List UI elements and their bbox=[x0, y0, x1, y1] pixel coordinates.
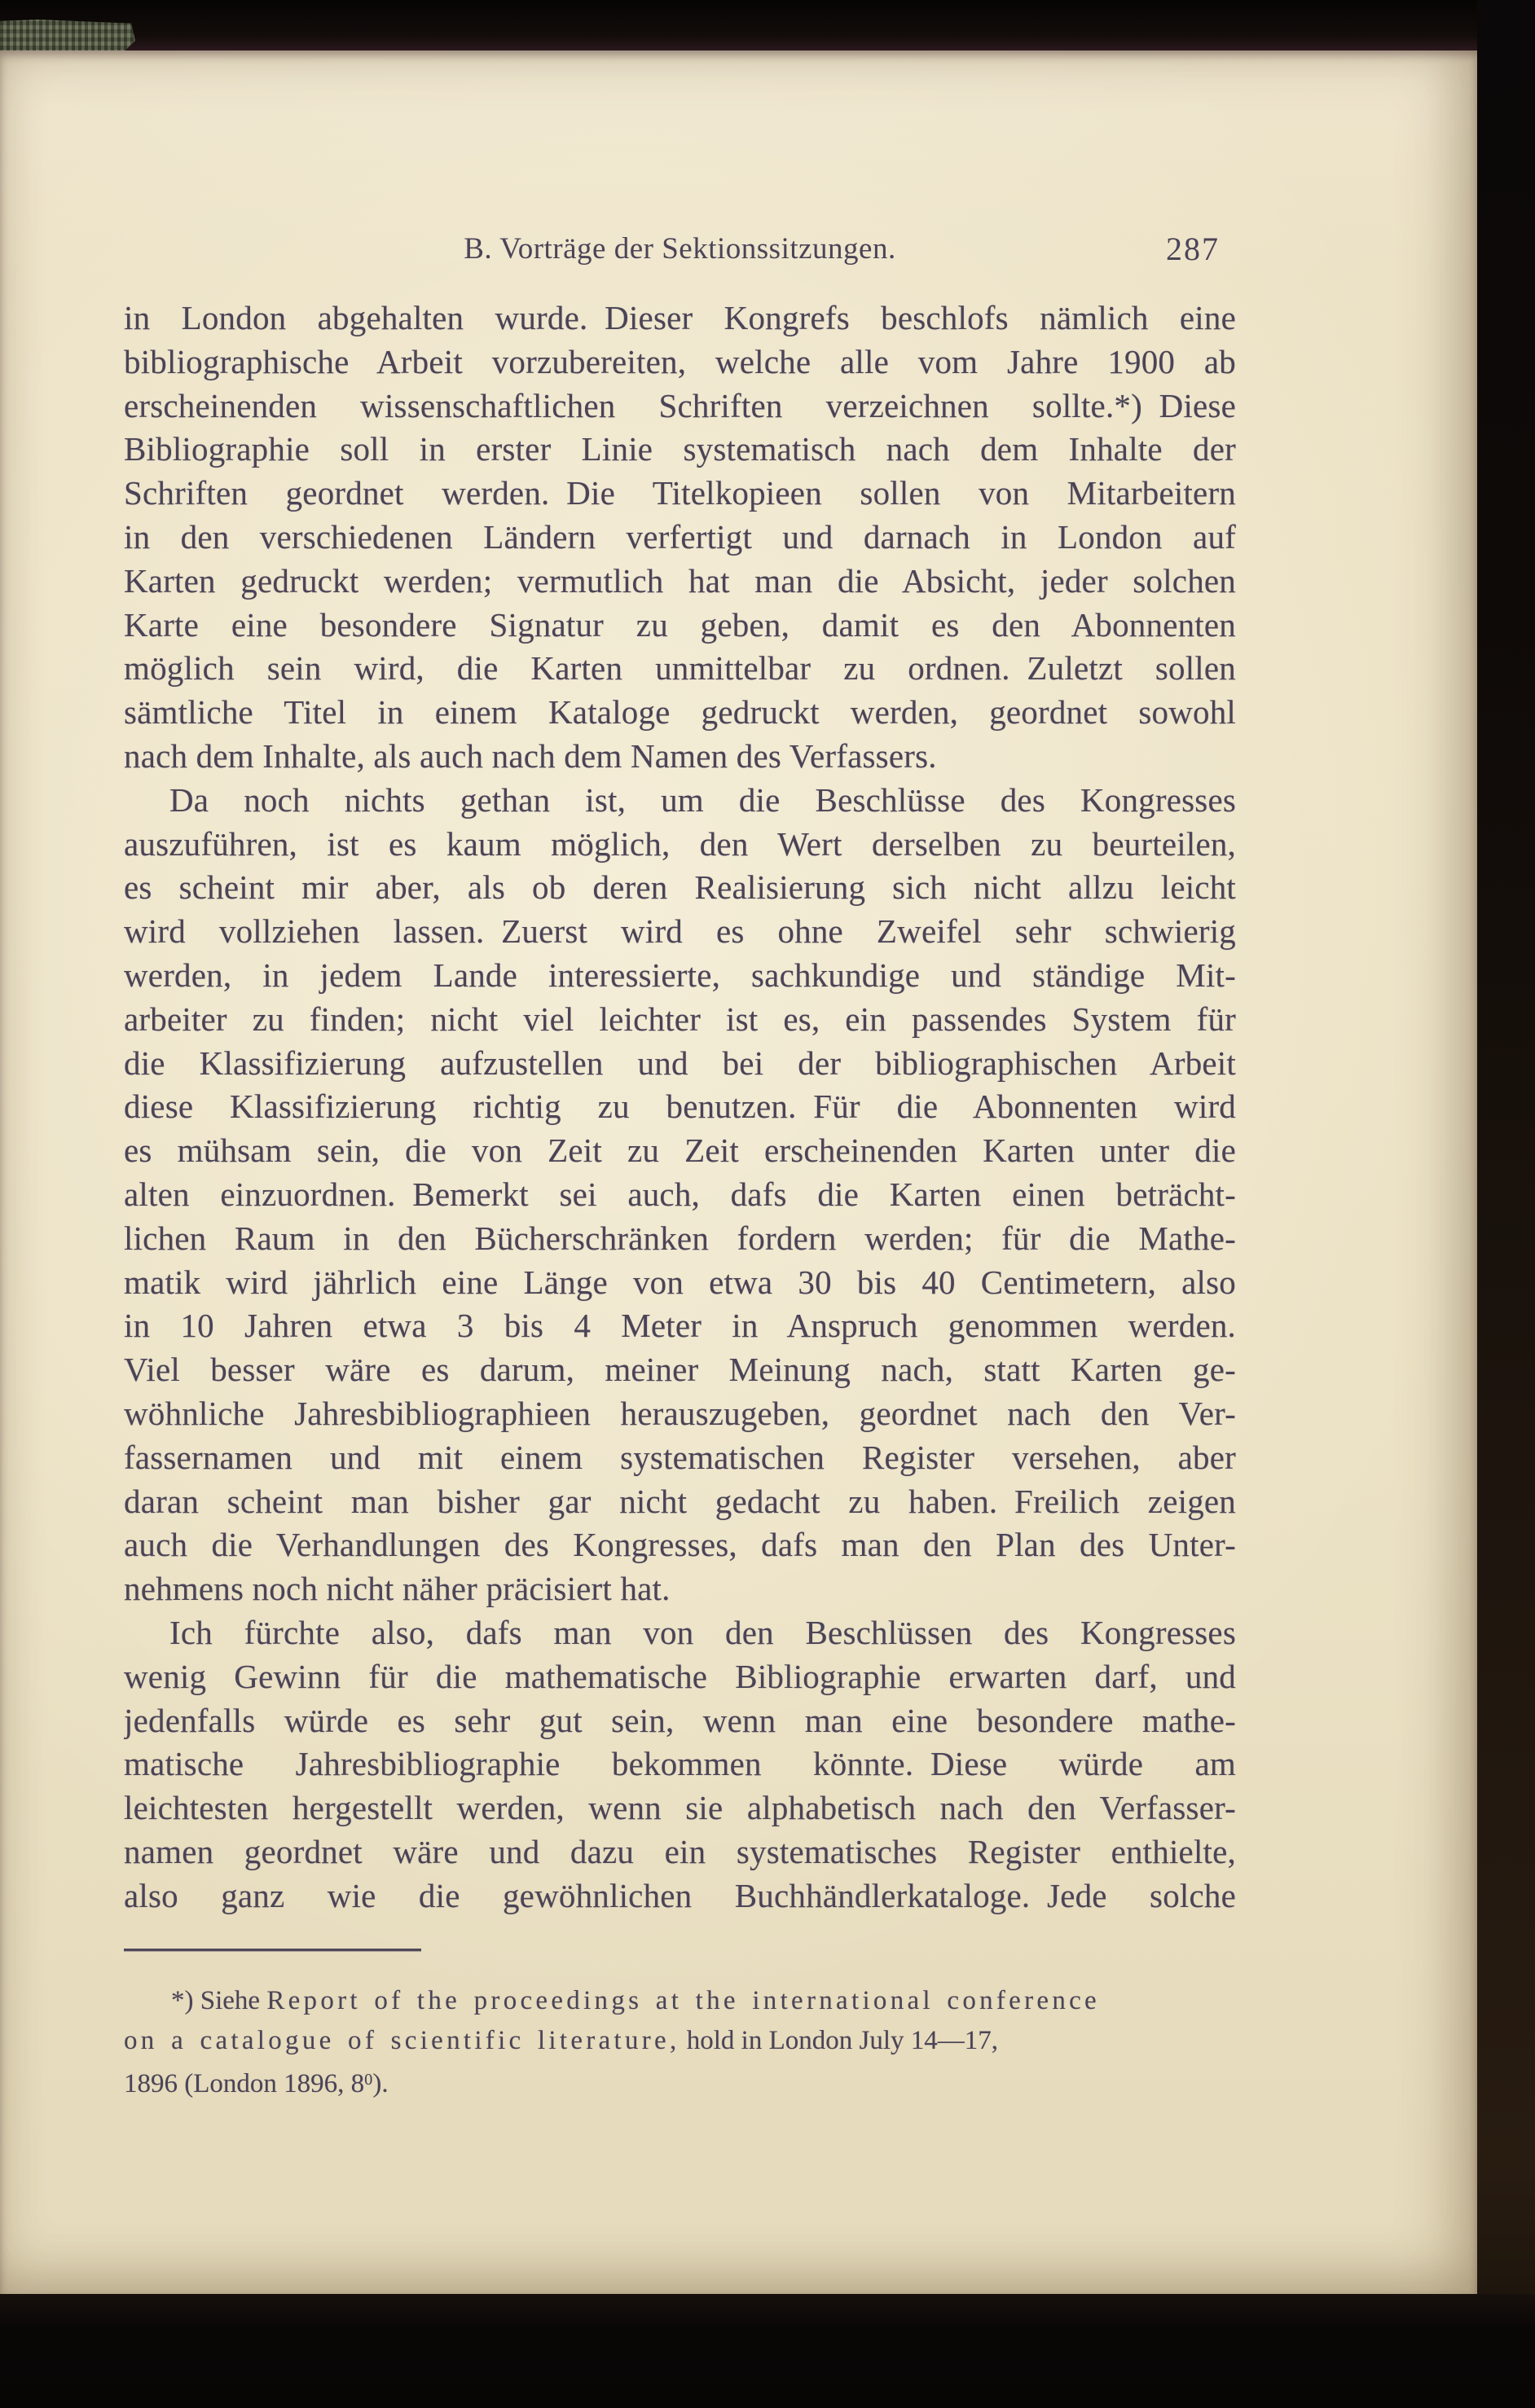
text-line: erscheinenden wissenschaftlichen Schriften verzeichnen sollte.*) Diese bbox=[124, 386, 1236, 424]
footnote-line bbox=[124, 2060, 1244, 2104]
text-line: möglich sein wird, die Karten unmittelbar zu ordnen. Zuletzt sollen bbox=[124, 649, 1236, 688]
footnote-segment: 1896 (London 1896, 8 bbox=[124, 2069, 365, 2099]
page-number: 287 bbox=[1166, 231, 1220, 267]
footnote-segment: *) Siehe bbox=[171, 1986, 267, 2015]
body-text bbox=[124, 297, 1236, 1918]
text-line: die Klassifizierung aufzustellen und bei der bibliographischen Arbeit bbox=[124, 1044, 1236, 1082]
text-line: Bibliographie soll in erster Linie systematisch nach dem Inhalte der bbox=[124, 430, 1236, 468]
text-line: Viel besser wäre es darum, meiner Meinung nach, statt Karten ge- bbox=[124, 1351, 1236, 1389]
footnote-segment: on a catalogue of scientific literature, bbox=[124, 2025, 680, 2055]
text-line: sämtliche Titel in einem Kataloge gedruckt werden, geordnet sowohl bbox=[124, 693, 1236, 732]
text-line: bibliographische Arbeit vorzubereiten, welche alle vom Jahre 1900 ab bbox=[124, 342, 1236, 380]
text-line: arbeiter zu finden; nicht viel leichter ist es, ein passendes System für bbox=[124, 1000, 1236, 1038]
text-line: jedenfalls würde es sehr gut sein, wenn man eine besondere mathe- bbox=[124, 1701, 1236, 1739]
text-line: auszuführen, ist es kaum möglich, den Wert derselben zu beurteilen, bbox=[124, 824, 1236, 863]
text-line: matik wird jährlich eine Länge von etwa 30 bis 40 Centimetern, also bbox=[124, 1263, 1236, 1301]
text-line: auch die Verhandlungen des Kongresses, dafs man den Plan des Unter- bbox=[124, 1526, 1236, 1564]
text-line: in 10 Jahren etwa 3 bis 4 Meter in Anspruch genommen werden. bbox=[124, 1307, 1236, 1345]
text-line: Karten gedruckt werden; vermutlich hat man die Absicht, jeder solchen bbox=[124, 561, 1236, 600]
paragraph bbox=[124, 779, 1236, 1611]
text-line: es scheint mir aber, als ob deren Realisierung sich nicht allzu leicht bbox=[124, 868, 1236, 907]
text-line: also ganz wie die gewöhnlichen Buchhändlerkataloge. Jede solche bbox=[124, 1876, 1236, 1914]
footnote-line bbox=[124, 2021, 1244, 2061]
text-line: wird vollziehen lassen. Zuerst wird es ohne Zweifel sehr schwierig bbox=[124, 912, 1236, 951]
paragraph bbox=[124, 297, 1236, 779]
paragraph bbox=[124, 1611, 1236, 1918]
footnote bbox=[124, 1981, 1244, 2104]
footnote-rule bbox=[124, 1949, 421, 1951]
footnote-line bbox=[124, 1981, 1244, 2021]
text-line: alten einzuordnen. Bemerkt sei auch, dafs die Karten einen beträcht- bbox=[124, 1175, 1236, 1213]
text-line: werden, in jedem Lande interessierte, sachkundige und ständige Mit- bbox=[124, 956, 1236, 994]
text-line: Da noch nichts gethan ist, um die Beschlüsse des Kongresses bbox=[169, 780, 1236, 819]
text-line: nehmens noch nicht näher präcisiert hat. bbox=[124, 1570, 671, 1608]
text-line: diese Klassifizierung richtig zu benutzen. Für die Abonnenten wird bbox=[124, 1088, 1236, 1126]
footnote-superscript: 0 bbox=[364, 2071, 373, 2089]
text-line: matische Jahresbibliographie bekommen könnte. Diese würde am bbox=[124, 1745, 1236, 1783]
text-line: nach dem Inhalte, als auch nach dem Namen des Verfassers. bbox=[124, 736, 937, 775]
text-line: es mühsam sein, die von Zeit zu Zeit erscheinenden Karten unter die bbox=[124, 1131, 1236, 1170]
scan-border-right bbox=[1477, 0, 1535, 2408]
text-line: daran scheint man bisher gar nicht gedacht zu haben. Freilich zeigen bbox=[124, 1482, 1236, 1520]
text-line: wenig Gewinn für die mathematische Bibliographie erwarten darf, und bbox=[124, 1657, 1236, 1695]
text-line: fassernamen und mit einem systematischen Register versehen, aber bbox=[124, 1438, 1236, 1476]
page-header bbox=[124, 231, 1236, 277]
footnote-segment: ). bbox=[372, 2069, 389, 2099]
text-line: Ich fürchte also, dafs man von den Beschlüssen des Kongresses bbox=[169, 1613, 1236, 1651]
paper-sheet bbox=[0, 51, 1477, 2294]
text-line: wöhnliche Jahresbibliographieen herauszugeben, geordnet nach den Ver- bbox=[124, 1394, 1236, 1432]
text-line: lichen Raum in den Bücherschränken fordern werden; für die Mathe- bbox=[124, 1219, 1236, 1257]
footnote-segment: Report of the proceedings at the international conference bbox=[266, 1986, 1100, 2015]
text-line: Schriften geordnet werden. Die Titelkopieen sollen von Mitarbeitern bbox=[124, 474, 1236, 512]
footnote-segment: hold in London July 14—17, bbox=[680, 2025, 999, 2055]
text-line: in den verschiedenen Ländern verfertigt und darnach in London auf bbox=[124, 517, 1236, 556]
text-line: namen geordnet wäre und dazu ein systematisches Register enthielte, bbox=[124, 1832, 1236, 1870]
text-line: Karte eine besondere Signatur zu geben, damit es den Abonnenten bbox=[124, 605, 1236, 644]
running-head-title: B. Vorträge der Sektionssitzungen. bbox=[464, 232, 896, 266]
scan-border-bottom bbox=[0, 2294, 1535, 2408]
text-line: leichtesten hergestellt werden, wenn sie alphabetisch nach den Verfasser- bbox=[124, 1789, 1236, 1827]
scan-border-top bbox=[0, 0, 1535, 51]
text-line: in London abgehalten wurde. Dieser Kongrefs beschlofs nämlich eine bbox=[124, 299, 1236, 336]
